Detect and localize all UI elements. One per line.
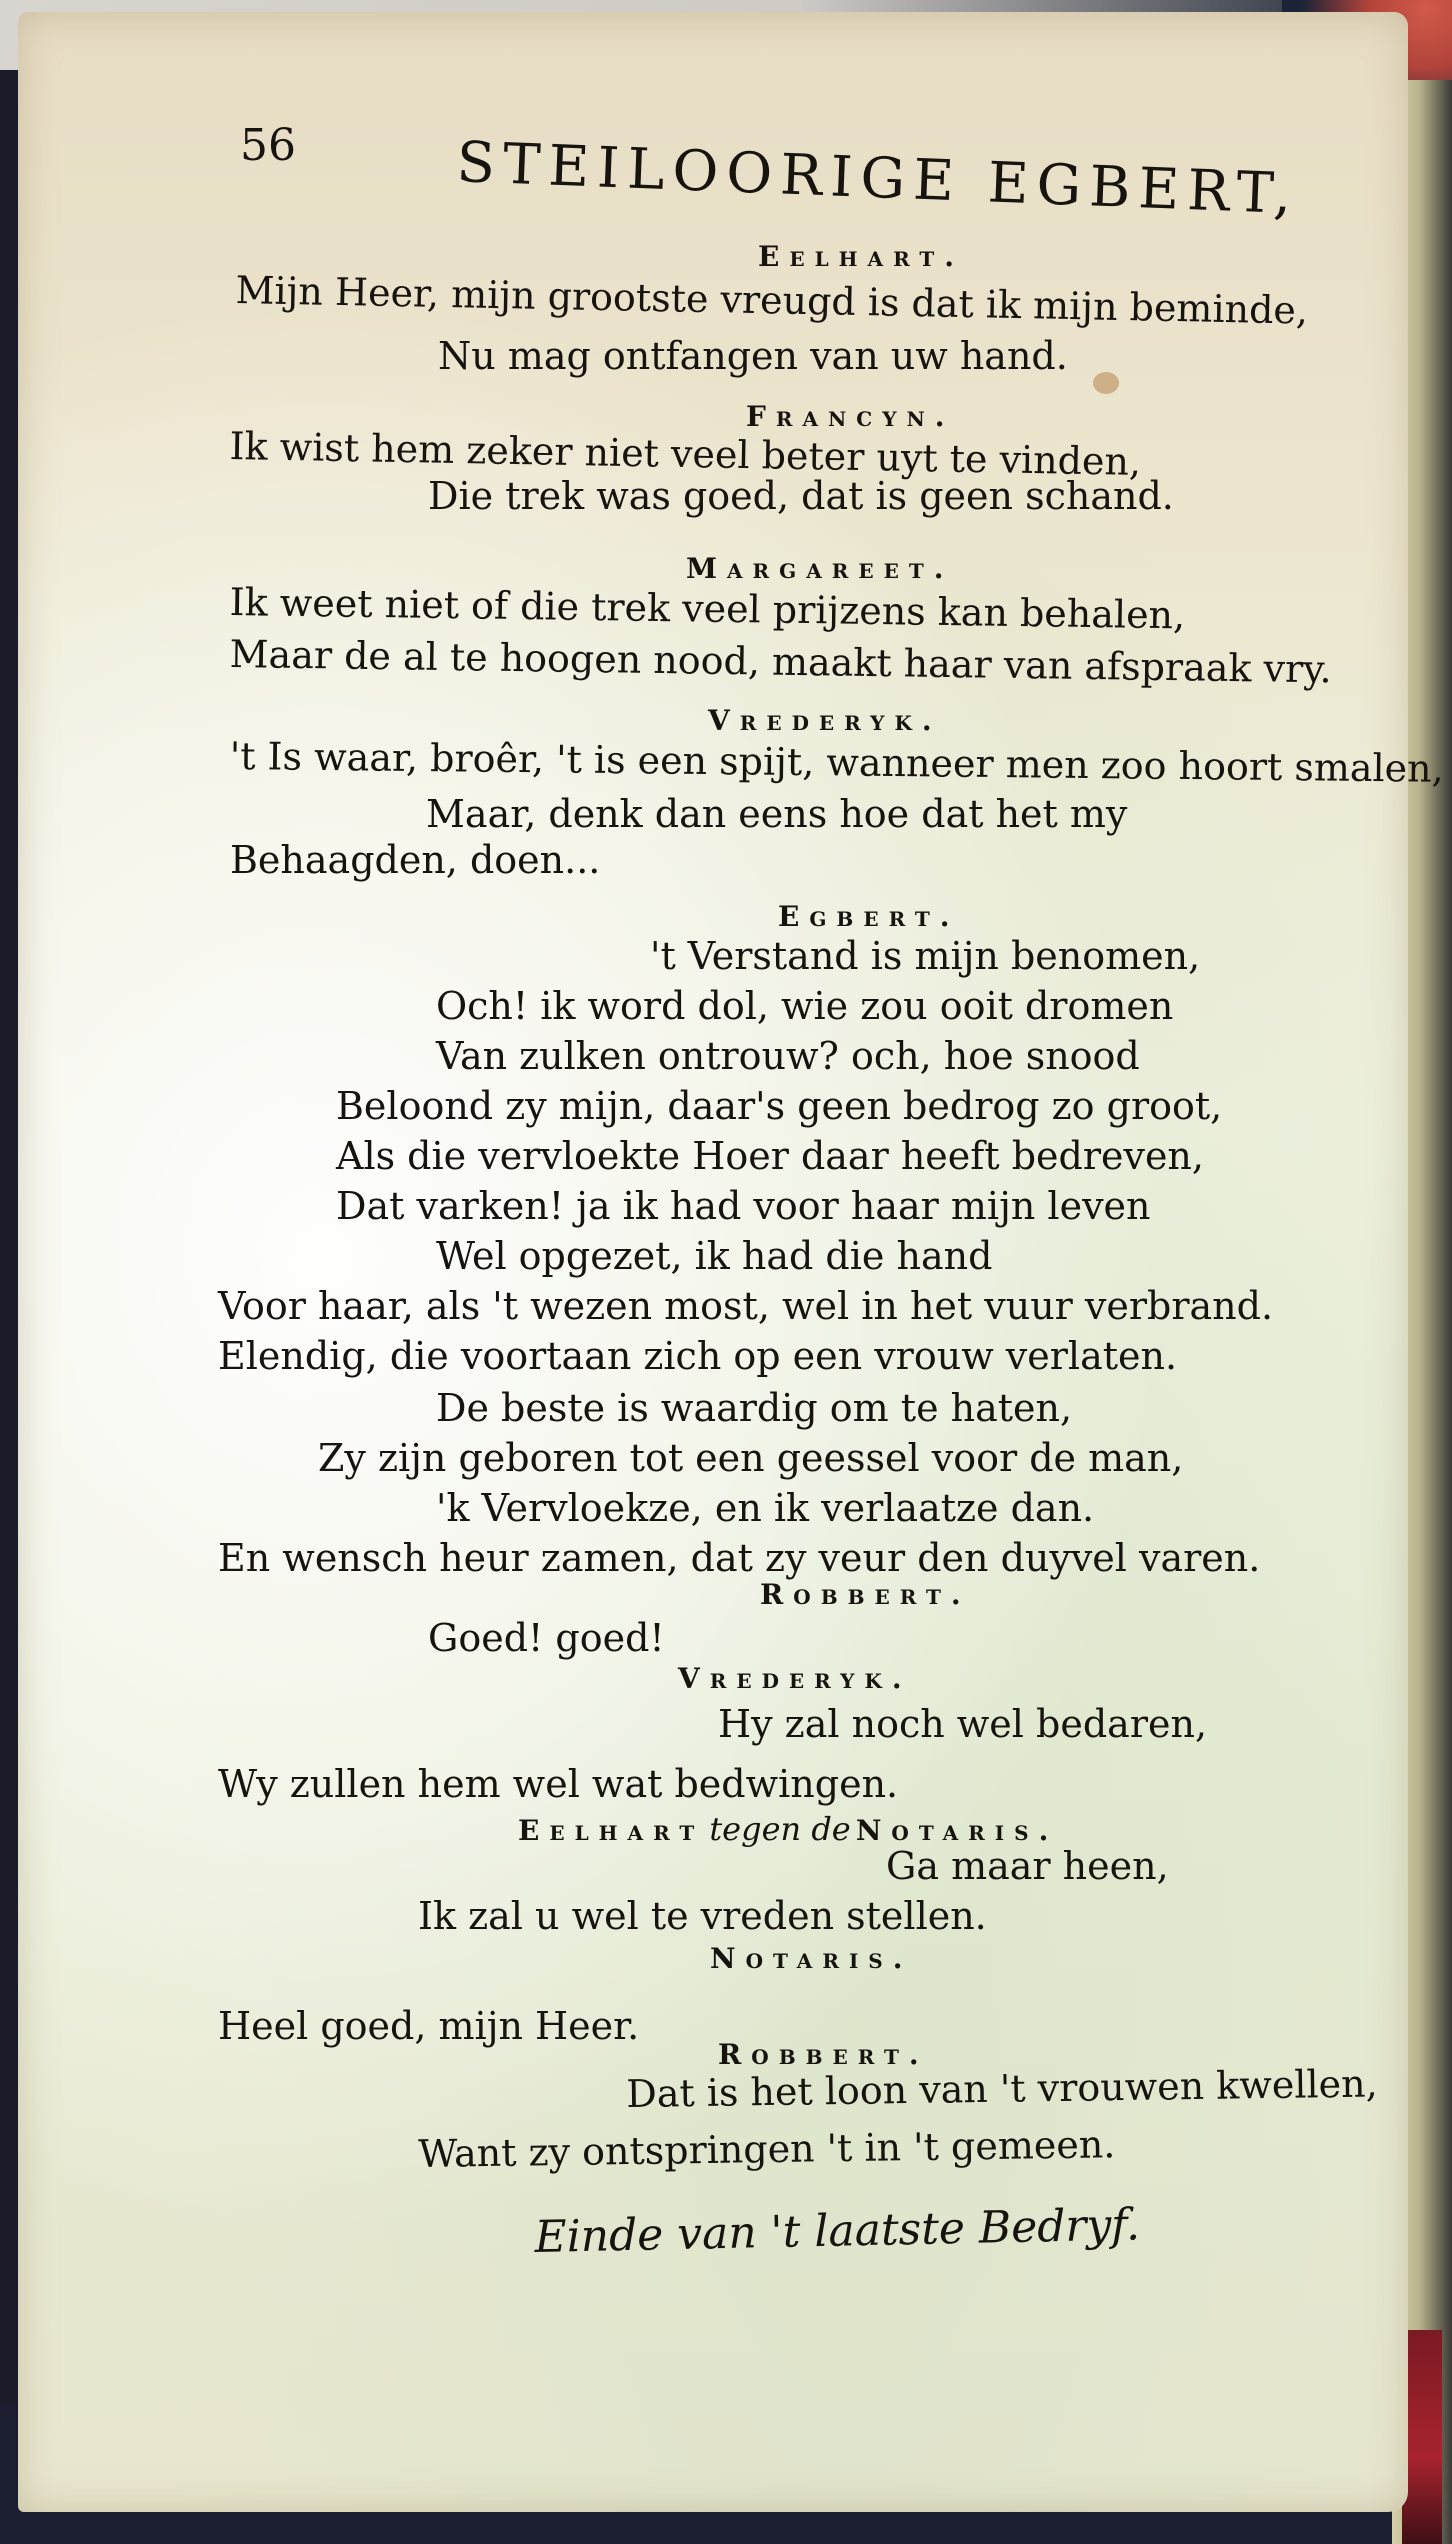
verse-line: Want zy ontspringen 't in 't gemeen. [418, 2122, 1116, 2176]
speaker-direction [518, 1810, 1058, 1848]
verse-line: Als die vervloekte Hoer daar heeft bedreven, [336, 1134, 1204, 1178]
verse-line: Hy zal noch wel bedaren, [718, 1702, 1208, 1746]
verse-line: Maar de al te hoogen nood, maakt haar van afspraak vry. [229, 632, 1332, 692]
book-page [18, 12, 1444, 2512]
book-spine-red-edge [1402, 2330, 1442, 2544]
verse-line: Maar, denk dan eens hoe dat het my [426, 792, 1128, 836]
speaker-name: Eelhart [518, 1814, 705, 1847]
verse-line: Voor haar, als 't wezen most, wel in het vuur verbrand. [218, 1284, 1274, 1328]
verse-line: De beste is waardig om te haten, [436, 1386, 1073, 1430]
speaker-name: Vrederyk. [708, 704, 942, 737]
verse-line: Goed! goed! [428, 1616, 665, 1660]
speaker-target: Notaris. [855, 1814, 1059, 1847]
verse-line: Beloond zy mijn, daar's geen bedrog zo groot, [336, 1084, 1223, 1128]
verse-line: 'k Vervloekze, en ik verlaatze dan. [436, 1486, 1095, 1530]
verse-line: Ik weet niet of die trek veel prijzens kan behalen, [229, 580, 1186, 638]
verse-line: 't Verstand is mijn benomen, [650, 934, 1201, 978]
verse-line: Zy zijn geboren tot een geessel voor de man, [318, 1436, 1184, 1480]
speaker-name: Egbert. [778, 900, 960, 933]
verse-line: Die trek was goed, dat is geen schand. [428, 474, 1174, 518]
page-number: 56 [240, 120, 296, 171]
speaker-name: Margareet. [686, 552, 954, 585]
closing-line: Einde van 't laatste Bedryf. [534, 2199, 1141, 2263]
speaker-name: Notaris. [710, 1942, 913, 1975]
speaker-name: Robbert. [718, 2038, 929, 2071]
verse-line: Behaagden, doen... [230, 838, 601, 882]
verse-line: Och! ik word dol, wie zou ooit dromen [436, 984, 1174, 1028]
running-head: STEILOORIGE EGBERT, [455, 130, 1301, 228]
verse-line: Mijn Heer, mijn grootste vreugd is dat ik mijn beminde, [235, 268, 1309, 333]
verse-line: Ik wist hem zeker niet veel beter uyt te vinden, [229, 424, 1142, 484]
speaker-name: Robbert. [760, 1578, 971, 1611]
verse-line: Dat is het loon van 't vrouwen kwellen, [626, 2061, 1378, 2116]
verse-line: Nu mag ontfangen van uw hand. [438, 334, 1068, 378]
paper-stain [1093, 372, 1119, 394]
verse-line: Dat varken! ja ik had voor haar mijn leven [336, 1184, 1151, 1228]
stage-direction: tegen de [709, 1810, 851, 1848]
verse-line: En wensch heur zamen, dat zy veur den duyvel varen. [218, 1536, 1261, 1580]
verse-line: Ga maar heen, [886, 1844, 1169, 1888]
speaker-name: Vrederyk. [678, 1662, 912, 1695]
speaker-name: Eelhart. [758, 240, 964, 273]
verse-line: Ik zal u wel te vreden stellen. [418, 1894, 987, 1938]
verse-line: Elendig, die voortaan zich op een vrouw verlaten. [218, 1334, 1178, 1378]
verse-line: Wel opgezet, ik had die hand [436, 1234, 993, 1278]
verse-line: Van zulken ontrouw? och, hoe snood [436, 1034, 1140, 1078]
verse-line: Heel goed, mijn Heer. [218, 2004, 640, 2048]
verse-line: Wy zullen hem wel wat bedwingen. [218, 1762, 899, 1806]
verse-line: 't Is waar, broêr, 't is een spijt, wanneer men zoo hoort smalen, [229, 734, 1444, 791]
speaker-name: Francyn. [746, 400, 955, 433]
